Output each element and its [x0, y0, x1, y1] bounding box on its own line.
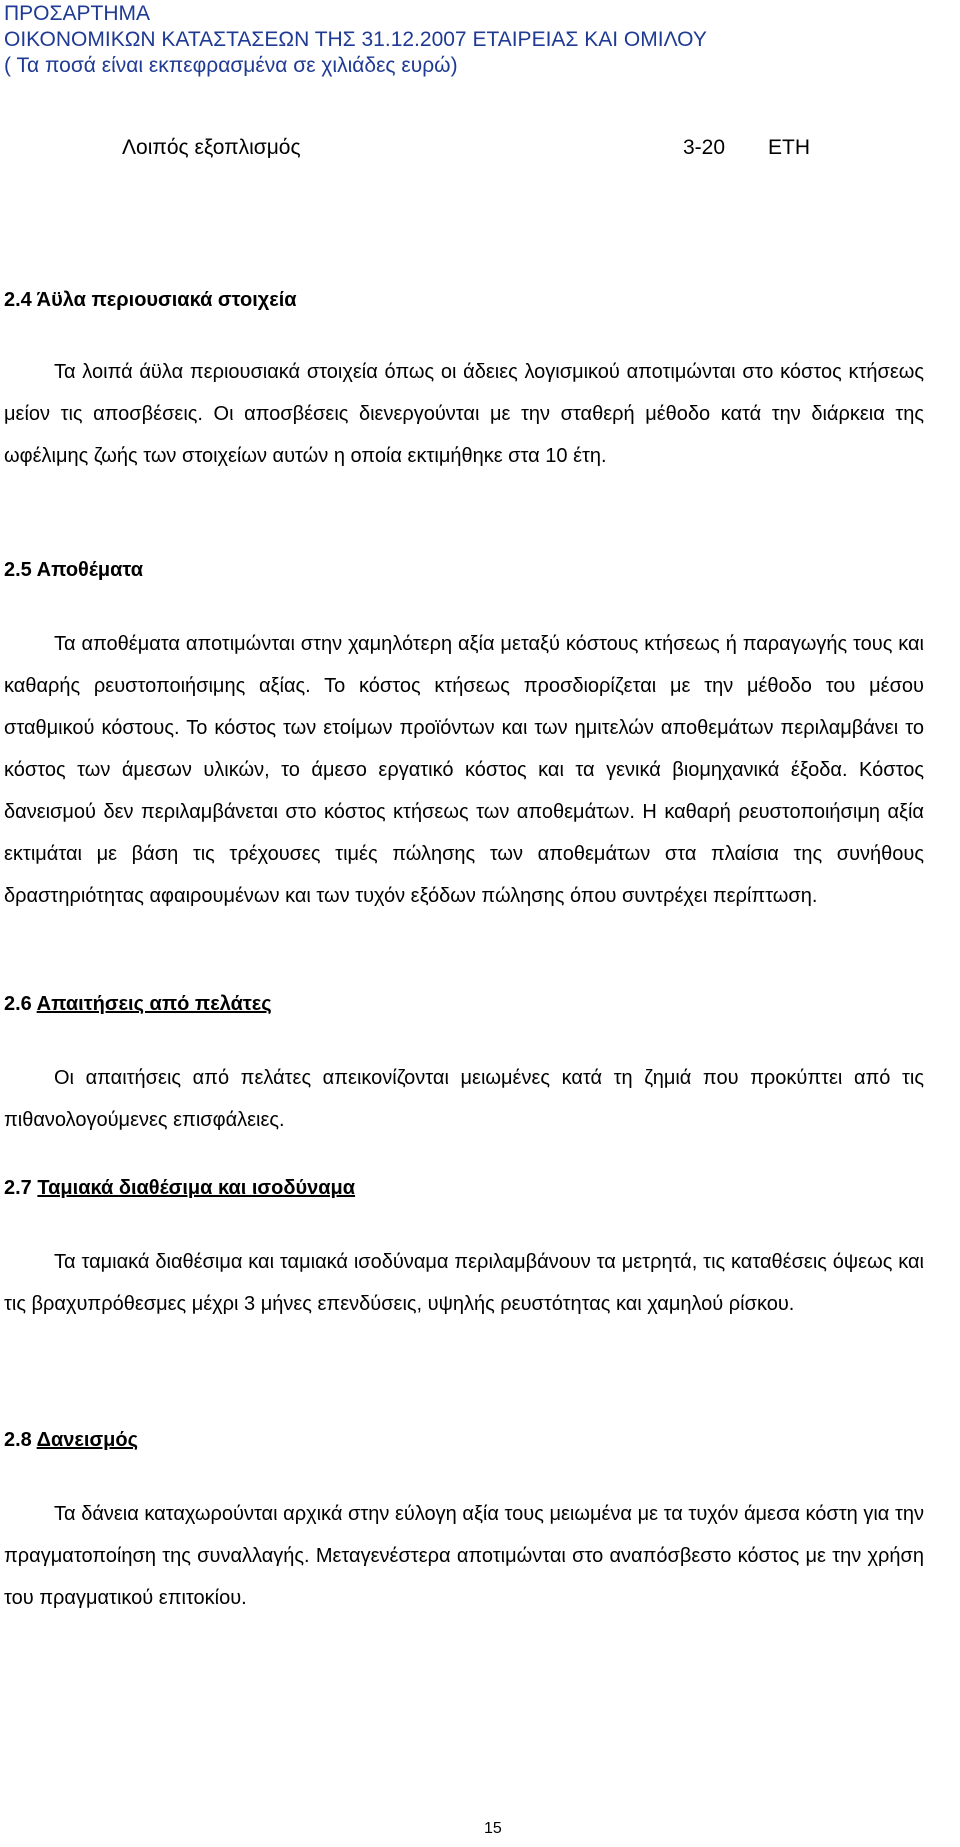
section-body-2-8: Τα δάνεια καταχωρούνται αρχικά στην εύλογη αξία τους μειωμένα με τα τυχόν άμεσα κόστη για την πραγματοποίηση της συναλλαγής. Μεταγενέστερα αποτιμώνται στο αναπόσβεστο κόστος με την χρήση του πραγματικού επιτοκίου. — [4, 1503, 924, 1609]
section-number: 2.5 — [4, 559, 32, 581]
useful-life-unit: ΕΤΗ — [768, 136, 810, 159]
section-body-2-5: Τα αποθέματα αποτιμώνται στην χαμηλότερη αξία μεταξύ κόστους κτήσεως ή παραγωγής τους και καθαρής ρευστοποιήσιμης αξίας. Το κόστος κτήσεως προσδιορίζεται με την μέθοδο του μέσου σταθμικού κόστους. Το κόστος των ετοίμων προϊόντων και των ημιτελών αποθεμάτων περιλαμβάνει το κόστος των άμεσων υλικών, το άμεσο εργατικό κόστος και τα γενικά βιομηχανικά έξοδα. Κόστος δανεισμού δεν περιλαμβάνεται στο κόστος κτήσεως των αποθεμάτων. Η καθαρή ρευστοποιήσιμη αξία εκτιμάται με βάση τις τρέχουσες τιμές πώλησης των αποθεμάτων στα πλαίσια της συνήθους δραστηριότητας αφαιρουμένων και των τυχόν εξόδων πώλησης όπου συντρέχει περίπτωση. — [4, 633, 924, 907]
section-body-2-7: Τα ταμιακά διαθέσιμα και ταμιακά ισοδύναμα περιλαμβάνουν τα μετρητά, τις καταθέσεις όψεως και τις βραχυπρόθεσμες μέχρι 3 μήνες επενδύσεις, υψηλής ρευστότητας και χαμηλού ρίσκου. — [4, 1251, 924, 1315]
section-title-text: Άϋλα περιουσιακά στοιχεία — [36, 289, 297, 311]
section-heading-2-8 — [4, 1429, 138, 1452]
section-heading-2-7 — [4, 1177, 355, 1200]
useful-life-row — [0, 136, 960, 164]
section-title-text: Απαιτήσεις από πελάτες — [36, 993, 272, 1015]
section-number: 2.4 — [4, 289, 32, 311]
page-number: 15 — [484, 1820, 502, 1837]
section-heading-2-4 — [4, 289, 297, 312]
section-number: 2.7 — [4, 1177, 32, 1199]
useful-life-label: Λοιπός εξοπλισμός — [122, 136, 301, 159]
section-heading-2-6 — [4, 993, 272, 1016]
section-heading-2-5 — [4, 559, 143, 582]
section-title-text: Αποθέματα — [36, 559, 144, 581]
section-body-2-4: Τα λοιπά άϋλα περιουσιακά στοιχεία όπως οι άδειες λογισμικού αποτιμώνται στο κόστος κτήσεως μείον τις αποσβέσεις. Οι αποσβέσεις διενεργούνται με την σταθερή μέθοδο κατά την διάρκεια της ωφέλιμης ζωής των στοιχείων αυτών η οποία εκτιμήθηκε στα 10 έτη. — [4, 361, 924, 467]
header-currency-note: ( Τα ποσά είναι εκπεφρασμένα σε χιλιάδες ευρώ) — [4, 54, 458, 77]
section-number: 2.6 — [4, 993, 32, 1015]
document-header — [4, 1, 934, 79]
section-number: 2.8 — [4, 1429, 32, 1451]
section-title-text: Δανεισμός — [36, 1429, 139, 1451]
section-title-text: Ταμιακά διαθέσιμα και ισοδύναμα — [37, 1177, 356, 1199]
section-body-2-6: Οι απαιτήσεις από πελάτες απεικονίζονται μειωμένες κατά τη ζημιά που προκύπτει από τις πιθανολογούμενες επισφάλειες. — [4, 1067, 924, 1131]
header-subtitle: ΟΙΚΟΝΟΜΙΚΩΝ ΚΑΤΑΣΤΑΣΕΩΝ ΤΗΣ 31.12.2007 ΕΤΑΙΡΕΙΑΣ ΚΑΙ ΟΜΙΛΟΥ — [4, 28, 707, 51]
header-title: ΠΡΟΣΑΡΤΗΜΑ — [4, 2, 150, 25]
useful-life-range: 3-20 — [683, 136, 726, 159]
